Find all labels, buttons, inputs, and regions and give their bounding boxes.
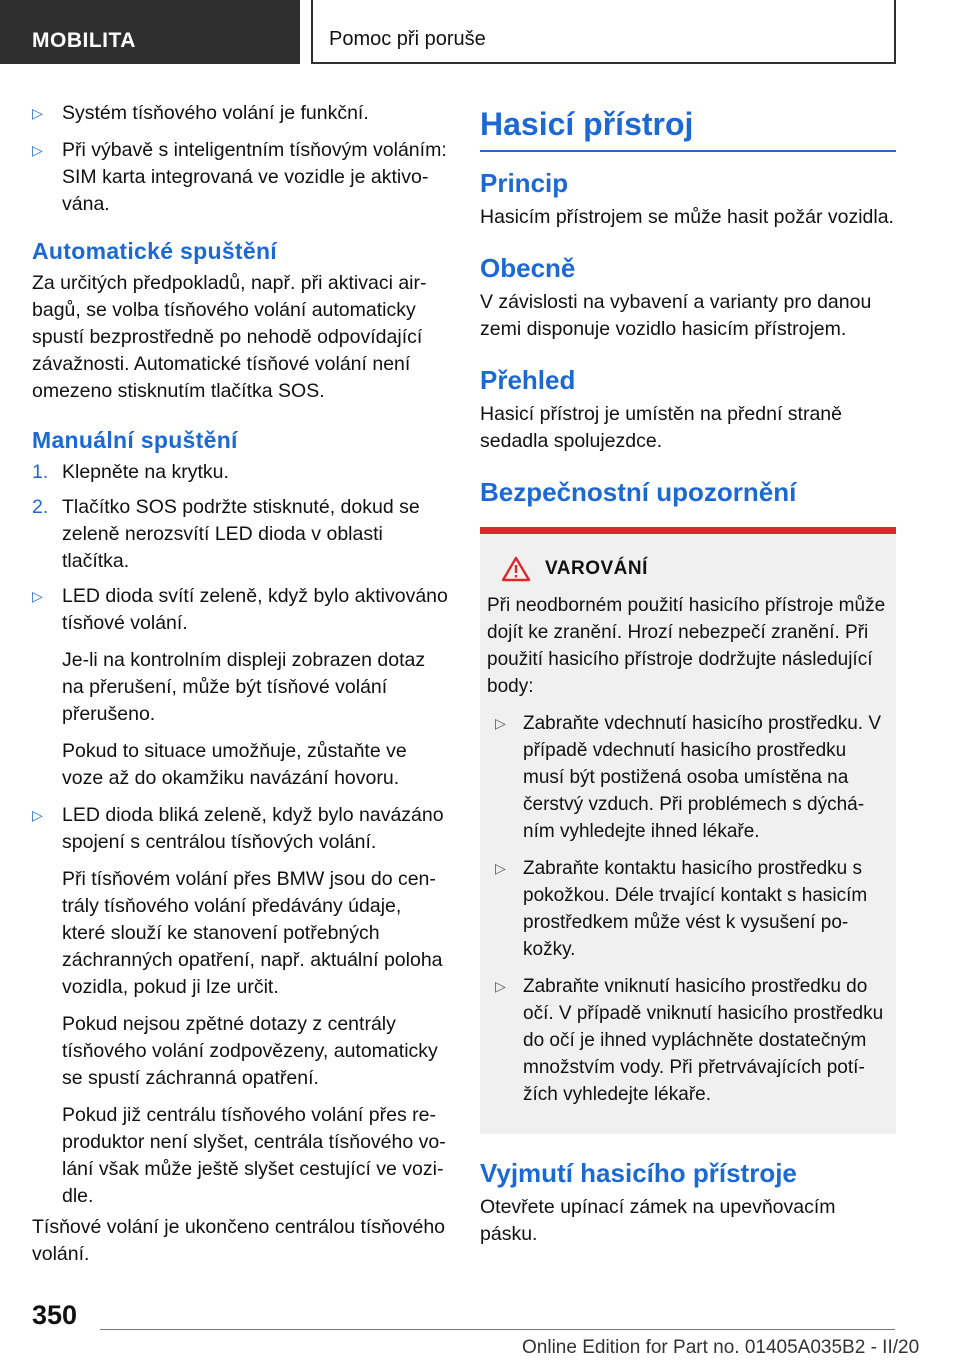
triangle-bullet-icon: ▷	[32, 142, 43, 158]
section-heading-principle: Princip	[480, 168, 569, 198]
triangle-bullet-icon: ▷	[495, 978, 506, 994]
step-text: Tlačítko SOS podržte stisknuté, dokud se zeleně nerozsvítí LED dioda v oblasti tlačítka.	[62, 496, 420, 572]
bullet-text: LED dioda svítí zeleně, když bylo aktivováno tísňové volání.	[62, 585, 448, 634]
bullet-text: Zabraňte kontaktu hasicího prostředku s pokožkou. Déle trvající kontakt s hasicím prostředkem může vést k vysušení pokožky.	[523, 858, 868, 960]
section-heading-automatic: Automatické spuštění	[32, 238, 277, 264]
paragraph: Tísňové volání je ukončeno centrálou tísňového volání.	[32, 1216, 446, 1265]
bullet-text: Při výbavě s inteligentním tísňovým voláním: SIM karta integrovaná ve vozidle je aktivována.	[62, 139, 447, 215]
step-number: 2.	[32, 496, 49, 518]
bullet-item	[32, 137, 450, 218]
paragraph: Hasicí přístroj je umístěn na přední straně sedadla spolujezdce.	[480, 403, 842, 452]
step-number: 1.	[32, 461, 49, 483]
warning-bullet	[495, 855, 886, 963]
section-heading-general: Obecně	[480, 253, 576, 283]
bullet-text: Systém tísňového volání je funkční.	[62, 102, 369, 124]
step-text: Klepněte na krytku.	[62, 461, 229, 483]
bullet-subparagraph: Pokud nejsou zpětné dotazy z centrály tísňového volání zodpovězeny, automaticky se spustí záchranná opatření.	[62, 1013, 438, 1089]
paragraph: Hasicím přístrojem se může hasit požár vozidla.	[480, 206, 894, 228]
warning-box	[480, 527, 896, 1134]
bullet-subparagraph: Pokud to situace umožňuje, zůstaňte ve voze až do okamžiku navázání hovoru.	[62, 740, 407, 789]
header-section-label: MOBILITA	[32, 29, 136, 52]
footer-divider	[100, 1329, 895, 1330]
footer-edition: Online Edition for Part no. 01405A035B2 - II/20	[522, 1337, 920, 1358]
bullet-item	[32, 100, 450, 127]
bullet-item	[32, 802, 450, 856]
triangle-bullet-icon: ▷	[495, 860, 506, 876]
triangle-bullet-icon: ▷	[32, 807, 43, 823]
warning-text: Při neodborném použití hasicího přístroje může dojít ke zranění. Hrozí nebezpečí zranění. Při použití hasicího přístroje dodržujte následující body:	[487, 595, 886, 697]
triangle-bullet-icon: ▷	[32, 588, 43, 604]
numbered-step	[32, 459, 450, 486]
paragraph: V závislosti na vybavení a varianty pro danou zemi disponuje vozidlo hasicím přístrojem.	[480, 291, 872, 340]
page-title: Hasicí přístroj	[480, 104, 896, 152]
warning-header	[501, 556, 886, 582]
triangle-bullet-icon: ▷	[495, 715, 506, 731]
bullet-subparagraph: Při tísňovém volání přes BMW jsou do centrály tísňového volání předávány údaje, které slouží ke stanovení potřebných záchranných opatření, např. aktuální poloha vozidla, pokud ji lze určit.	[62, 868, 443, 998]
warning-bullet	[495, 710, 886, 845]
warning-label: VAROVÁNÍ	[545, 558, 648, 579]
header-chapter-label: Pomoc při poruše	[329, 28, 486, 50]
section-heading-safety: Bezpečnostní upozornění	[480, 477, 797, 507]
bullet-subparagraph: Je-li na kontrolním displeji zobrazen dotaz na přerušení, může být tísňové volání přerušeno.	[62, 649, 426, 725]
left-column	[32, 100, 450, 1268]
bullet-subparagraph: Pokud již centrálu tísňového volání přes reproduktor není slyšet, centrála tísňového volání však může ještě slyšet cestující ve vozidle.	[62, 1104, 446, 1207]
bullet-text: Zabraňte vdechnutí hasicího prostředku. V případě vdechnutí hasicího prostředku musí být postižená osoba umístěna na čerstvý vzduch. Při problémech s dýcháním vyhledejte ihned lékaře.	[523, 713, 882, 842]
warning-triangle-icon	[501, 556, 531, 582]
paragraph: Otevřete upínací zámek na upevňovacím pásku.	[480, 1196, 836, 1245]
section-heading-overview: Přehled	[480, 365, 576, 395]
header-chapter-tab	[311, 0, 896, 64]
section-heading-manual: Manuální spuštění	[32, 427, 238, 453]
bullet-text: LED dioda bliká zeleně, když bylo navázáno spojení s centrálou tísňových volání.	[62, 804, 444, 853]
section-heading-removal: Vyjmutí hasicího přístroje	[480, 1158, 797, 1188]
bullet-text: Zabraňte vniknutí hasicího prostředku do očí. V případě vniknutí hasicího prostředku do očí je ihned vypláchněte dostatečným množstvím vody. Při přetrvávajících potížích vyhledejte lékaře.	[523, 976, 884, 1105]
right-column	[480, 104, 896, 1248]
bullet-item	[32, 583, 450, 637]
numbered-step	[32, 494, 450, 575]
triangle-bullet-icon: ▷	[32, 105, 43, 121]
page-number: 350	[32, 1300, 78, 1330]
paragraph: Za určitých předpokladů, např. při aktivaci airbagů, se volba tísňového volání automaticky spustí bezprostředně po nehodě odpovídající závažnosti. Automatické tísňové volání není omezeno stisknutím tlačítka SOS.	[32, 272, 427, 402]
header-section-tab	[0, 0, 300, 64]
warning-bullet	[495, 973, 886, 1108]
